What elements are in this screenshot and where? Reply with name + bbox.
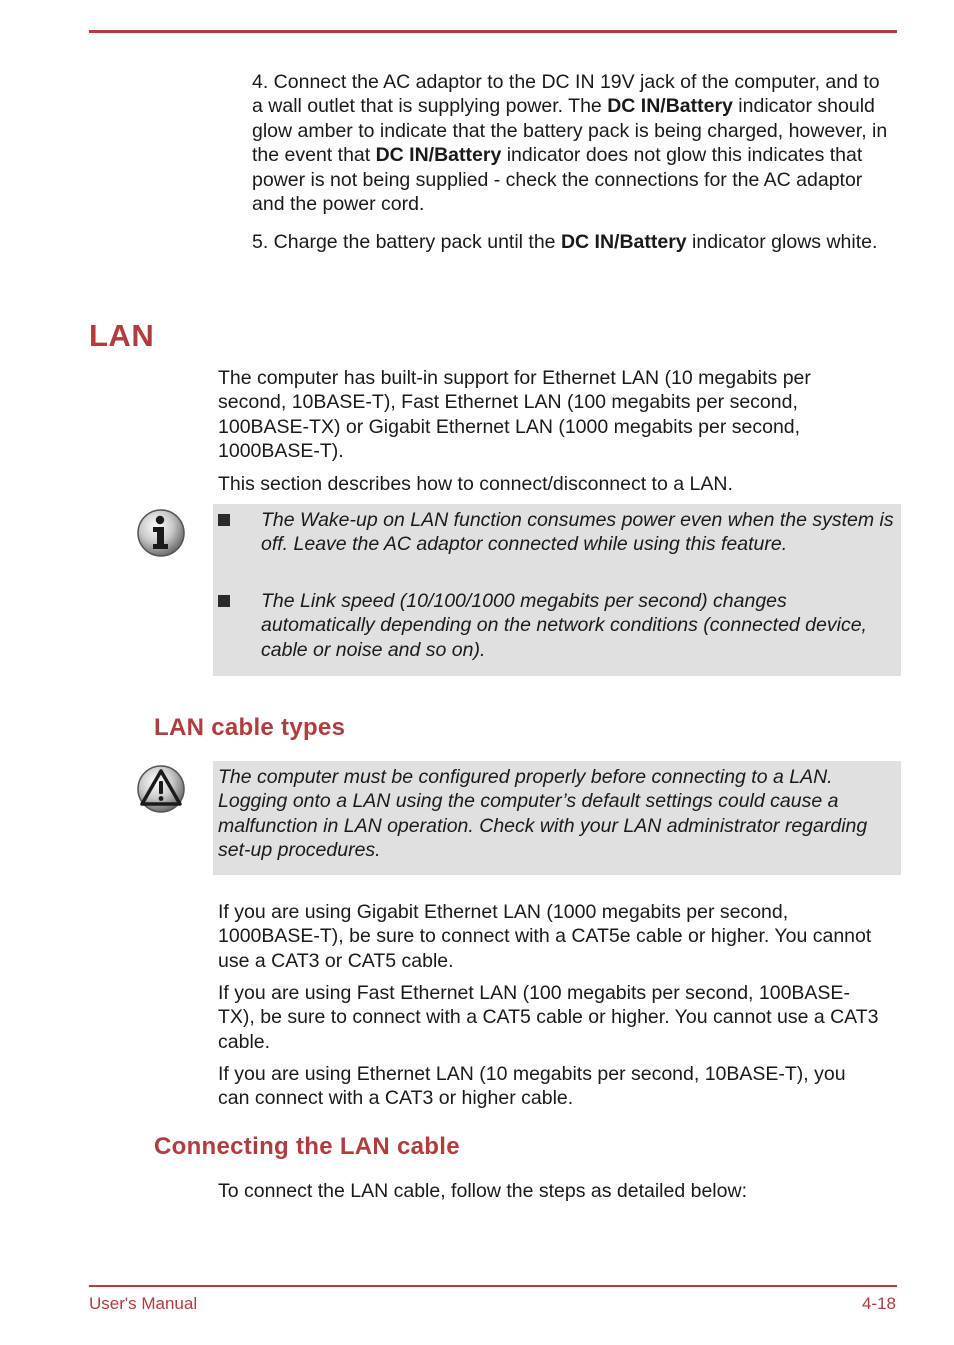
caution-text: The computer must be configured properly before connecting to a LAN. Logging onto a LAN using the computer’s default settings could cause a malfunction in LAN operation. Check with your LAN administrator regarding set-up procedures.	[218, 766, 868, 862]
lan-describe-paragraph: This section describes how to connect/disconnect to a LAN.	[218, 473, 733, 495]
footer-rule	[89, 1285, 897, 1287]
step-4-text: indicator does not glow this indicates that power is not being supplied - check the connections for the AC adaptor and the power cord.	[252, 144, 863, 216]
bullet-marker	[218, 514, 230, 526]
gigabit-paragraph: If you are using Gigabit Ethernet LAN (1000 megabits per second, 1000BASE-T), be sure to connect with a CAT5e cable or higher. You cannot use a CAT3 or CAT5 cable.	[218, 901, 872, 972]
footer-title: User's Manual	[89, 1294, 198, 1313]
page-number: 4-18	[861, 1294, 896, 1313]
warning-icon	[136, 764, 186, 819]
fast-ethernet-paragraph: If you are using Fast Ethernet LAN (100 megabits per second, 100BASE-TX), be sure to connect with a CAT5 cable or higher. You cannot use a CAT3 cable.	[218, 982, 879, 1053]
step-5-paragraph	[252, 230, 882, 254]
dc-in-battery-label: DC IN/Battery	[607, 95, 733, 118]
header-rule	[89, 30, 897, 33]
dc-in-battery-label: DC IN/Battery	[560, 231, 687, 253]
note-item: The Wake-up on LAN function consumes power even when the system is off. Leave the AC adaptor connected while using this feature.	[261, 509, 894, 556]
dc-in-battery-label: DC IN/Battery	[375, 144, 502, 167]
bullet-marker	[218, 595, 230, 607]
note-item: The Link speed (10/100/1000 megabits per second) changes automatically depending on the network conditions (connected device, cable or noise and so on).	[261, 590, 867, 661]
connecting-intro: To connect the LAN cable, follow the steps as detailed below:	[218, 1180, 747, 1202]
ethernet-paragraph: If you are using Ethernet LAN (10 megabits per second, 10BASE-T), you can connect with a CAT3 or higher cable.	[218, 1063, 846, 1110]
step-4-text: indicator should glow amber to indicate that the battery pack is being charged, however, in the event that	[252, 95, 888, 167]
lan-cable-types-heading: LAN cable types	[154, 714, 346, 741]
step-4-paragraph	[252, 70, 892, 216]
connecting-heading: Connecting the LAN cable	[154, 1133, 460, 1160]
step-5-text: indicator glows white.	[686, 231, 878, 253]
lan-intro-paragraph: The computer has built-in support for Ethernet LAN (10 megabits per second, 10BASE-T), Fast Ethernet LAN (100 megabits per second, 100BASE-TX) or Gigabit Ethernet LAN (1000 megabits per second, 1000BASE-T).	[218, 367, 811, 463]
info-icon	[136, 508, 186, 563]
step-4-text: 4. Connect the AC adaptor to the DC IN 19V jack of the computer, and to a wall outlet that is supplying power. The	[252, 71, 880, 118]
step-5-text: 5. Charge the battery pack until the	[252, 231, 561, 253]
lan-heading: LAN	[89, 318, 155, 353]
